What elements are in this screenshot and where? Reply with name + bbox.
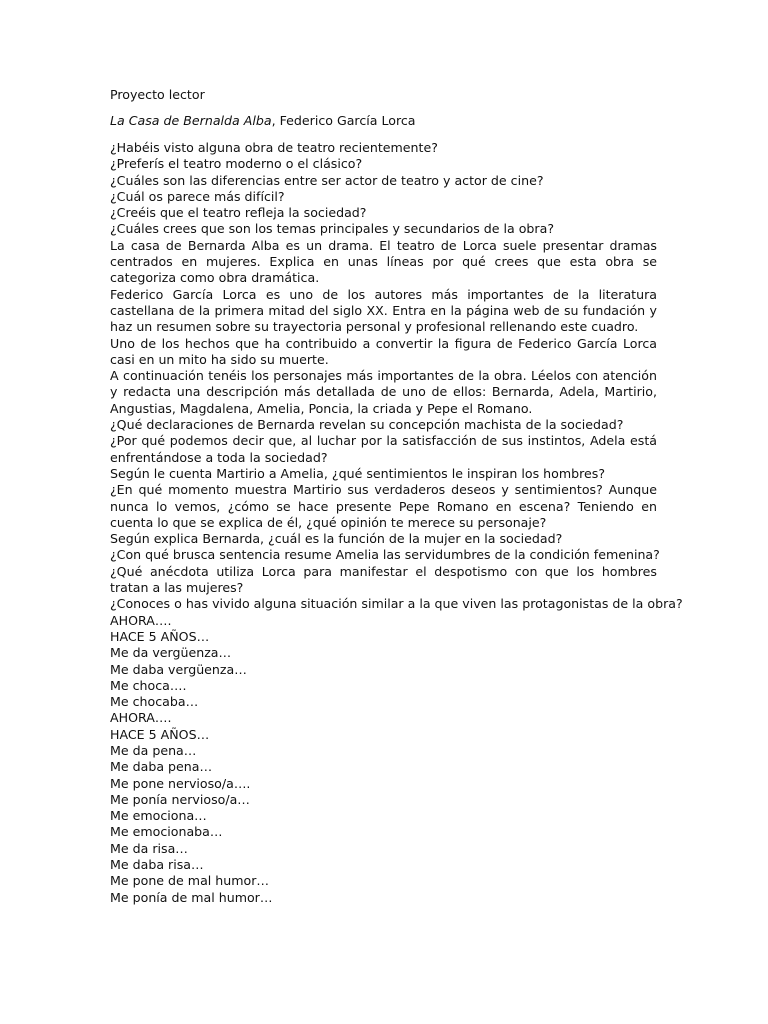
body-line: ¿Habéis visto alguna obra de teatro recientemente? bbox=[110, 140, 438, 155]
body-line: ¿Cuáles son las diferencias entre ser actor de teatro y actor de cine? bbox=[110, 172, 544, 188]
body-paragraph: ¿En qué momento muestra Martirio sus verdaderos deseos y sentimientos? Aunque nunca lo vemos, ¿cómo se hace presente Pepe Romano en escena? Teniendo en cuenta lo que se explica de él, ¿qué opinión te merece su personaje? bbox=[110, 482, 657, 530]
body-paragraph: A continuación tenéis los personajes más importantes de la obra. Léelos con atención y redacta una descripción más detallada de uno de ellos: Bernarda, Adela, Martirio, Angustias, Magdalena, Amelia, Poncia, la criada y Pepe el Romano. bbox=[110, 368, 657, 416]
body-line: ¿Conoces o has vivido alguna situación similar a la que viven las protagonistas de la obra? bbox=[110, 596, 683, 612]
body-line: Me da vergüenza… bbox=[110, 645, 232, 661]
body-line: Me emociona… bbox=[110, 808, 207, 824]
body-line: Según explica Bernarda, ¿cuál es la función de la mujer en la sociedad? bbox=[110, 531, 563, 547]
body-line: ¿Cuáles crees que son los temas principales y secundarios de la obra? bbox=[110, 221, 555, 237]
body-line: Me choca…. bbox=[110, 677, 187, 693]
body-line: Me daba risa… bbox=[110, 857, 204, 873]
body-line: Me emocionaba… bbox=[110, 824, 223, 840]
body-line: ¿Preferís el teatro moderno o el clásico? bbox=[110, 156, 363, 172]
body-line: AHORA…. bbox=[110, 612, 172, 628]
body-line: ¿Con qué brusca sentencia resume Amelia las servidumbres de la condición femenina? bbox=[110, 547, 660, 563]
body-line: HACE 5 AÑOS… bbox=[110, 628, 210, 644]
body-paragraph: Federico García Lorca es uno de los autores más importantes de la literatura castellana de la primera mitad del siglo XX. Entra en la página web de su fundación y haz un resumen sobre su trayectoria personal y profesional rellenando este cuadro. bbox=[110, 286, 657, 335]
body-line: Me pone nervioso/a…. bbox=[110, 775, 251, 791]
body-line: Me ponía de mal humor… bbox=[110, 889, 273, 905]
body-line: Me da risa… bbox=[110, 840, 188, 856]
body-line: AHORA…. bbox=[110, 710, 172, 726]
work-title: La Casa de Bernalda Alba bbox=[110, 113, 272, 128]
body-line: ¿Cuál os parece más difícil? bbox=[110, 188, 285, 204]
document-title bbox=[110, 113, 657, 129]
author-name: , Federico García Lorca bbox=[271, 113, 416, 128]
body-line: ¿Creéis que el teatro refleja la sociedad? bbox=[110, 205, 367, 221]
document-body bbox=[110, 140, 683, 906]
body-line: Me da pena… bbox=[110, 742, 197, 758]
body-line: HACE 5 AÑOS… bbox=[110, 726, 210, 742]
body-line: ¿Qué declaraciones de Bernarda revelan su concepción machista de la sociedad? bbox=[110, 417, 624, 433]
document-heading: Proyecto lector bbox=[110, 87, 205, 102]
body-line: Según le cuenta Martirio a Amelia, ¿qué sentimientos le inspiran los hombres? bbox=[110, 465, 606, 481]
body-line: Me daba vergüenza… bbox=[110, 661, 247, 677]
body-line: Me chocaba… bbox=[110, 694, 199, 710]
body-line: Me ponía nervioso/a… bbox=[110, 791, 250, 807]
body-line: Me daba pena… bbox=[110, 759, 213, 775]
body-line: Me pone de mal humor… bbox=[110, 873, 269, 889]
body-paragraph: ¿Qué anécdota utiliza Lorca para manifestar el despotismo con que los hombres tratan a las mujeres? bbox=[110, 563, 657, 596]
body-paragraph: La casa de Bernarda Alba es un drama. El teatro de Lorca suele presentar dramas centrados en mujeres. Explica en unas líneas por qué crees que esta obra se categoriza como obra dramática. bbox=[110, 237, 657, 286]
body-paragraph: Uno de los hechos que ha contribuido a convertir la figura de Federico García Lorca casi en un mito ha sido su muerte. bbox=[110, 335, 657, 367]
body-paragraph: ¿Por qué podemos decir que, al luchar por la satisfacción de sus instintos, Adela está enfrentándose a toda la sociedad? bbox=[110, 433, 657, 465]
document-page bbox=[110, 87, 683, 906]
